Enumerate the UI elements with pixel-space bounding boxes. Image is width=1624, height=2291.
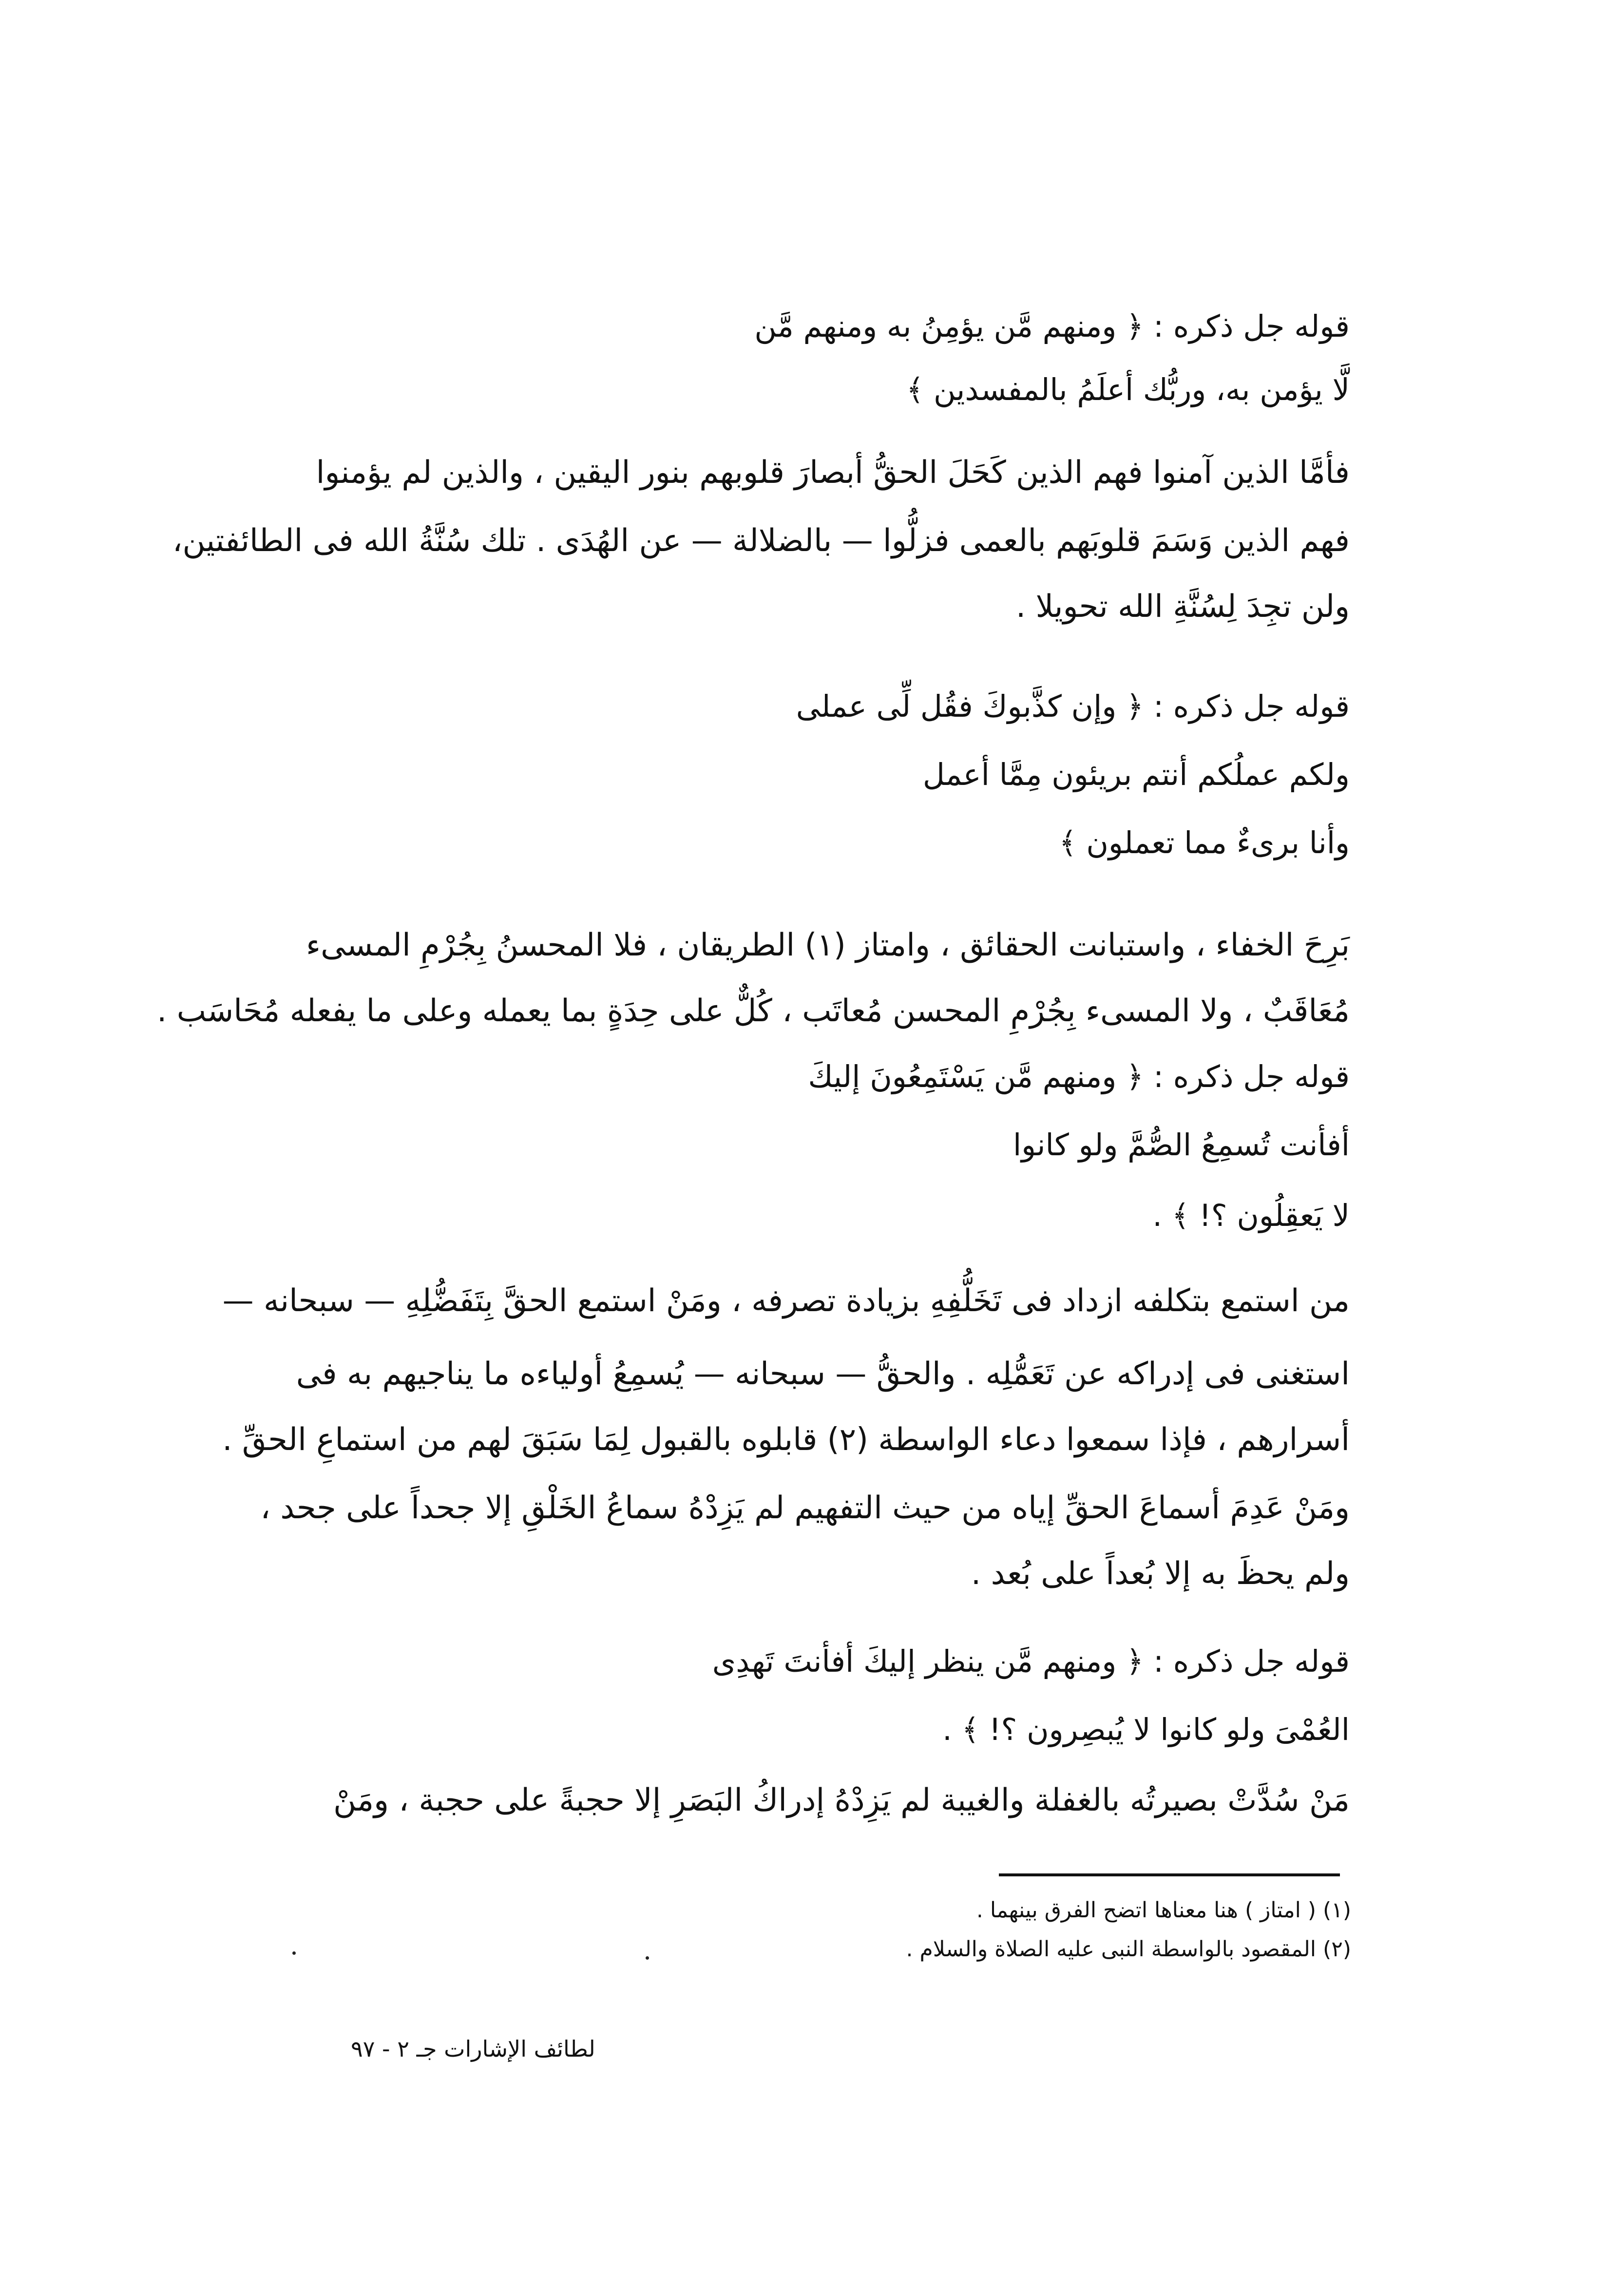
verse-heading-line: قوله جل ذكره : ﴿ وإن كذَّبوكَ فقُل لِّى عملى [796, 688, 1350, 724]
page-footer-folio: لطائف الإشارات جـ ٢ - ٩٧ [351, 2036, 595, 2062]
commentary-line: من استمع بتكلفه ازداد فى تَخَلُّفِهِ بزيادة تصرفه ، ومَنْ استمع الحقَّ بِتَفَضُّلِهِ — سبحانه — [222, 1283, 1350, 1319]
commentary-line: فهم الذين وَسَمَ قلوبَهم بالعمى فزلُّوا — بالضلالة — عن الهُدَى . تلك سُنَّةُ الله فى الطائفتين، [172, 523, 1350, 559]
commentary-line: ولن تجِدَ لِسُنَّةِ الله تحويلا . [1015, 589, 1350, 625]
verse-heading-line: قوله جل ذكره : ﴿ ومنهم مَّن يَسْتَمِعُونَ إليكَ [808, 1059, 1350, 1094]
commentary-line: مُعَاقَبٌ ، ولا المسىء بِجُرْمِ المحسن مُعاتَب ، كُلٌّ على حِدَةٍ بما يعمله وعلى ما يفعله مُحَاسَب . [157, 993, 1350, 1029]
scan-speck [292, 1951, 296, 1955]
commentary-line: ومَنْ عَدِمَ أسماعَ الحقِّ إياه من حيث التفهيم لم يَزِدْهُ سماعُ الخَلْقِ إلا جحداً على جحد ، [260, 1490, 1350, 1526]
verse-heading-line: لَّا يؤمن به، وربُّك أعلَمُ بالمفسدين ﴾ [906, 372, 1350, 407]
verse-heading-line: أفأنت تُسمِعُ الصُّمَّ ولو كانوا [1013, 1127, 1350, 1163]
footnote-1: (١) ( امتاز ) هنا معناها اتضح الفرق بينهما . [976, 1898, 1351, 1923]
commentary-line: أسرارهم ، فإذا سمعوا دعاء الواسطة (٢) قابلوه بالقبول لِمَا سَبَقَ لهم من استماعِ الحقِّ . [222, 1422, 1350, 1458]
commentary-line: بَرِحَ الخفاء ، واستبانت الحقائق ، وامتاز (١) الطريقان ، فلا المحسنُ بِجُرْمِ المسىء [306, 927, 1350, 963]
verse-heading-line: قوله جل ذكره : ﴿ ومنهم مَّن يؤمِنُ به ومنهم مَّن [754, 308, 1350, 344]
commentary-line: مَنْ سُدَّتْ بصيرتُه بالغفلة والغيبة لم يَزِدْهُ إدراكُ البَصَرِ إلا حجبةً على حجبة ، ومَنْ [333, 1782, 1350, 1818]
footnote-2: (٢) المقصود بالواسطة النبى عليه الصلاة والسلام . [906, 1937, 1351, 1962]
footnote-separator [999, 1873, 1340, 1876]
commentary-line: فأمَّا الذين آمنوا فهم الذين كَحَلَ الحقُّ أبصارَ قلوبهم بنور اليقين ، والذين لم يؤمنوا [316, 455, 1350, 491]
verse-heading-line: وأنا برىءٌ مما تعملون ﴾ [1059, 825, 1350, 860]
verse-heading-line: قوله جل ذكره : ﴿ ومنهم مَّن ينظر إليكَ أفأنتَ تَهدِى [712, 1643, 1350, 1679]
verse-heading-line: العُمْىَ ولو كانوا لا يُبصِرون ؟! ﴾ . [942, 1712, 1350, 1747]
commentary-line: استغنى فى إدراكه عن تَعَمُّلِه . والحقُّ — سبحانه — يُسمِعُ أولياءه ما يناجيهم به فى [296, 1356, 1350, 1392]
commentary-line: ولم يحظَ به إلا بُعداً على بُعد . [971, 1556, 1350, 1592]
scan-speck [646, 1956, 649, 1960]
verse-heading-line: ولكم عملُكم أنتم بريئون مِمَّا أعمل [922, 757, 1350, 792]
verse-heading-line: لا يَعقِلُون ؟! ﴾ . [1152, 1198, 1350, 1233]
